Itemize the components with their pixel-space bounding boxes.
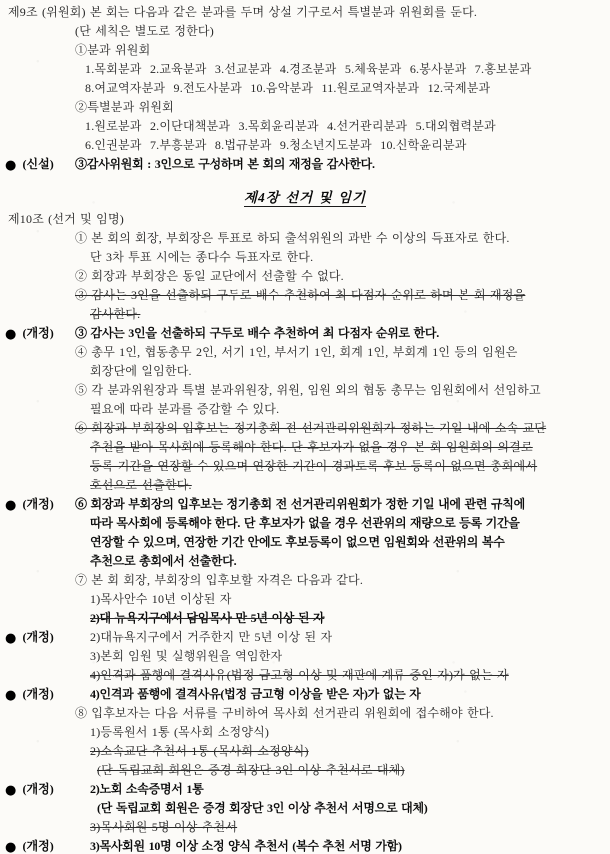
doc-line — [0, 647, 610, 666]
line-text: 호선으로 선출한다. — [90, 478, 192, 492]
line-text: 1)목사안수 10년 이상된 자 — [90, 592, 232, 606]
doc-line — [0, 305, 610, 324]
line-text: 3)목사회원 10명 이상 소정 양식 추천서 (복수 추천 서명 가함) — [90, 839, 402, 853]
doc-line — [0, 79, 610, 98]
amendment-marker — [5, 324, 54, 344]
doc-line — [0, 609, 610, 628]
amendment-bullet-icon: ● — [5, 631, 17, 646]
line-text: ① 본 회의 회장, 부회장은 투표로 하되 출석위원의 과반 수 이상의 득표자로 한다. — [75, 231, 510, 245]
doc-line — [0, 381, 610, 400]
line-text: ⑧ 입후보자는 다음 서류를 구비하여 목사회 선거관리 위원회에 접수해야 한다. — [75, 706, 494, 720]
line-text: 회장단에 일임한다. — [90, 364, 192, 378]
line-text: ② 회장과 부회장은 동일 교단에서 선출할 수 없다. — [75, 269, 344, 283]
doc-line — [0, 22, 610, 41]
line-text: 따라 목사회에 등록해야 한다. 단 후보자가 없을 경우 선관위의 재량으로 등록 기간을 — [90, 516, 520, 530]
line-text: 제10조 (선거 및 임명) — [8, 212, 124, 226]
doc-line — [0, 286, 610, 305]
doc-line — [0, 818, 610, 837]
amendment-marker — [5, 685, 54, 705]
doc-line — [0, 685, 610, 704]
line-text: 3)목사회원 5명 이상 추천서 — [90, 820, 238, 834]
doc-line — [0, 571, 610, 590]
amendment-marker-label: (신설) — [22, 157, 54, 171]
doc-line — [0, 60, 610, 79]
doc-line — [0, 98, 610, 117]
amendment-marker-label: (개정) — [22, 630, 54, 644]
doc-line — [0, 400, 610, 419]
doc-line — [0, 210, 610, 229]
doc-line — [0, 3, 610, 22]
doc-line — [0, 495, 610, 514]
doc-line — [0, 704, 610, 723]
amendment-marker-label: (개정) — [22, 839, 54, 853]
line-text: 4)인격과 품행에 결격사유(법정 금고형 이상을 받은 자)가 없는 자 — [90, 687, 421, 701]
doc-line — [0, 476, 610, 495]
doc-line — [0, 628, 610, 647]
line-text: 1.목회분과 2.교육분과 3.선교분과 4.경조분과 5.체육분과 6.봉사분과 7.홍보분과 — [85, 62, 532, 76]
line-text: (단 독립교회 회원은 증경 회장단 3인 이상 추천서 서명으로 대체) — [97, 801, 428, 815]
doc-line — [0, 533, 610, 552]
doc-line — [0, 41, 610, 60]
amendment-bullet-icon: ● — [5, 498, 17, 513]
line-text: 단 3차 투표 시에는 종다수 득표자로 한다. — [90, 250, 314, 264]
doc-line — [0, 155, 610, 174]
document-body — [0, 3, 610, 854]
amendment-marker — [5, 495, 54, 515]
line-text: 6.인권분과 7.부흥분과 8.법규분과 9.청소년지도분과 10.신학윤리분과 — [85, 138, 467, 152]
line-text: ②특별분과 위원회 — [75, 100, 174, 114]
line-text: 2)대뉴욕지구에서 거주한지 만 5년 이상 된 자 — [90, 630, 333, 644]
doc-line — [0, 761, 610, 780]
amendment-marker — [5, 628, 54, 648]
line-text: (단 세칙은 별도로 정한다) — [75, 24, 214, 38]
amendment-bullet-icon: ● — [5, 327, 17, 342]
amendment-bullet-icon: ● — [5, 783, 17, 798]
line-text: 3)본회 임원 및 실행위원을 역임한자 — [90, 649, 283, 663]
line-text: 1)등록원서 1통 (목사회 소정양식) — [90, 725, 270, 739]
doc-line — [0, 136, 610, 155]
line-text: ⑥ 회장과 부회장의 입후보는 정기총회 전 선거관리위원회가 정하는 기일 내에 소속 교단 — [75, 421, 547, 435]
line-text: ①분과 위원회 — [75, 43, 151, 57]
amendment-marker — [5, 837, 54, 854]
amendment-marker-label: (개정) — [22, 687, 54, 701]
doc-line — [0, 742, 610, 761]
doc-line — [0, 514, 610, 533]
doc-line — [0, 799, 610, 818]
line-text: ⑥ 회장과 부회장의 입후보는 정기총회 전 선거관리위원회가 정한 기일 내에 관련 규칙에 — [75, 497, 525, 511]
line-text: 8.여교역자분과 9.전도사분과 10.음악분과 11.원로교역자분과 12.국제분과 — [85, 81, 491, 95]
doc-line — [0, 590, 610, 609]
doc-line — [0, 229, 610, 248]
line-text: ③ 감사는 3인을 선출하되 구두로 배수 추천하여 최 다점자 순위로 한다. — [75, 326, 439, 340]
amendment-marker — [5, 155, 54, 175]
line-text: 제9조 (위원회) 본 회는 다음과 같은 분과를 두며 상설 기구로서 특별분과 위원회를 둔다. — [8, 5, 478, 19]
doc-line — [0, 248, 610, 267]
line-text: 필요에 따라 분과를 증감할 수 있다. — [90, 402, 280, 416]
amendment-marker-label: (개정) — [22, 326, 54, 340]
amendment-bullet-icon: ● — [5, 158, 17, 173]
amendment-marker-label: (개정) — [22, 497, 54, 511]
amendment-marker-label: (개정) — [22, 782, 54, 796]
amendment-marker — [5, 780, 54, 800]
line-text: ⑦ 본 회 회장, 부회장의 입후보할 자격은 다음과 같다. — [75, 573, 364, 587]
line-text: 감사한다. — [90, 307, 141, 321]
doc-line — [0, 117, 610, 136]
section-heading — [0, 188, 610, 208]
doc-line — [0, 552, 610, 571]
doc-line — [0, 723, 610, 742]
line-text: 1.원로분과 2.이단대책분과 3.목회윤리분과 4.선거관리분과 5.대외협력분과 — [85, 119, 496, 133]
doc-line — [0, 780, 610, 799]
line-text: (단 독립교회 회원은 증경 회장단 3인 이상 추천서로 대체) — [97, 763, 405, 777]
line-text: 추천으로 총회에서 선출한다. — [90, 554, 237, 568]
doc-line — [0, 324, 610, 343]
doc-line — [0, 837, 610, 854]
line-text: ③감사위원회 : 3인으로 구성하며 본 회의 재정을 감사한다. — [75, 157, 375, 171]
doc-line — [0, 267, 610, 286]
line-text: 2)소속교단 추천서 1통 (목사회 소정양식) — [90, 744, 309, 758]
line-text: 2)노회 소속증명서 1통 — [90, 782, 204, 796]
amendment-bullet-icon: ● — [5, 688, 17, 703]
line-text: 추천을 받아 목사회에 등록해야 한다. 단 후보자가 없을 경우 본 회 임원회의 의결로 — [90, 440, 533, 454]
line-text: 4)인격과 품행에 결격사유(법정 금고형 이상 및 재판에 계류 중인 자)가 없는 자 — [90, 668, 509, 682]
doc-line — [0, 438, 610, 457]
line-text: ③ 감사는 3인을 선출하되 구두로 배수 추천하여 최 다점자 순위로 하며 본 회 재정을 — [75, 288, 526, 302]
line-text: 제4장 선거 및 임기 — [243, 190, 367, 205]
doc-line — [0, 343, 610, 362]
line-text: ⑤ 각 분과위원장과 특별 분과위원장, 위원, 임원 외의 협동 총무는 임원회에서 선임하고 — [75, 383, 541, 397]
doc-line — [0, 419, 610, 438]
line-text: ④ 총무 1인, 협동총무 2인, 서기 1인, 부서기 1인, 회계 1인, 부회계 1인 등의 임원은 — [75, 345, 518, 359]
line-text: 2)대 뉴욕지구에서 담임목사 만 5년 이상 된 자 — [90, 611, 325, 625]
doc-line — [0, 457, 610, 476]
doc-line — [0, 666, 610, 685]
line-text: 연장할 수 있으며, 연장한 기간 안에도 후보등록이 없으면 임원회와 선관위의 복수 — [90, 535, 505, 549]
line-text: 등록 기간을 연장할 수 있으며 연장한 기간이 경과토록 후보 등록이 없으면 총회에서 — [90, 459, 538, 473]
amendment-bullet-icon: ● — [5, 840, 17, 854]
doc-line — [0, 362, 610, 381]
